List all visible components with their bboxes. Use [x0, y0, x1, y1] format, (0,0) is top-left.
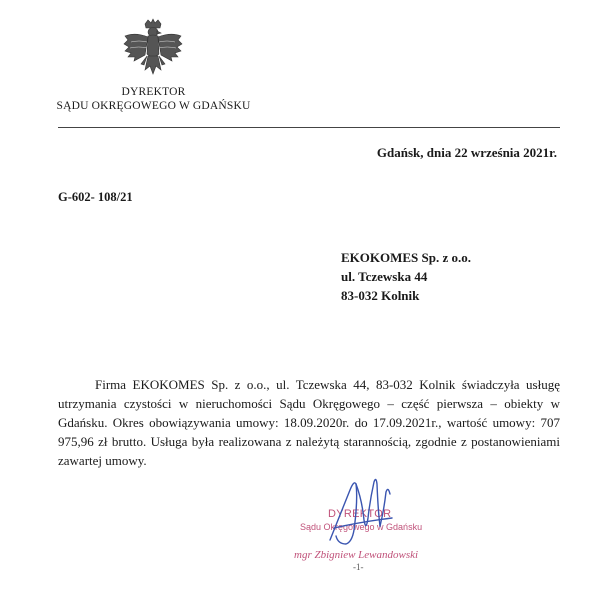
reference-number: G-602- 108/21 — [58, 190, 133, 204]
stamp-name: mgr Zbigniew Lewandowski — [294, 549, 419, 561]
addressee-company: EKOKOMES Sp. z o.o. — [341, 250, 472, 265]
addressee-street: ul. Tczewska 44 — [341, 269, 428, 284]
stamp-title: DYREKTOR — [328, 508, 392, 520]
issuer-court-name: SĄDU OKRĘGOWEGO W GDAŃSKU — [56, 100, 251, 112]
handwritten-signature — [320, 470, 400, 562]
addressee-city: 83-032 Kolnik — [341, 288, 420, 303]
letter-body — [58, 375, 560, 470]
page-number: -1- — [353, 562, 364, 572]
stamp-court: Sądu Okręgowego w Gdańsku — [300, 522, 423, 532]
polish-eagle-emblem-icon — [121, 18, 185, 82]
date-line: Gdańsk, dnia 22 września 2021r. — [376, 145, 557, 160]
header-divider — [58, 127, 560, 128]
signature-stamp-block — [280, 470, 450, 570]
letter-body-text: Firma EKOKOMES Sp. z o.o., ul. Tczewska 44, 83-032 Kolnik świadczyła usługę utrzymania czystości w nieruchomości Sądu Okręgowego – część pierwsza – obiekty w Gdańsku. Okres obowiązywania umowy: 18.09.2020r. do 17.09.2021r., wartość umowy: 707 975,96 zł brutto. Usługa była realizowana z należytą starannością, zgodnie z postanowieniami zawartej umowy. — [58, 377, 560, 468]
issuer-title: DYREKTOR — [121, 86, 186, 98]
